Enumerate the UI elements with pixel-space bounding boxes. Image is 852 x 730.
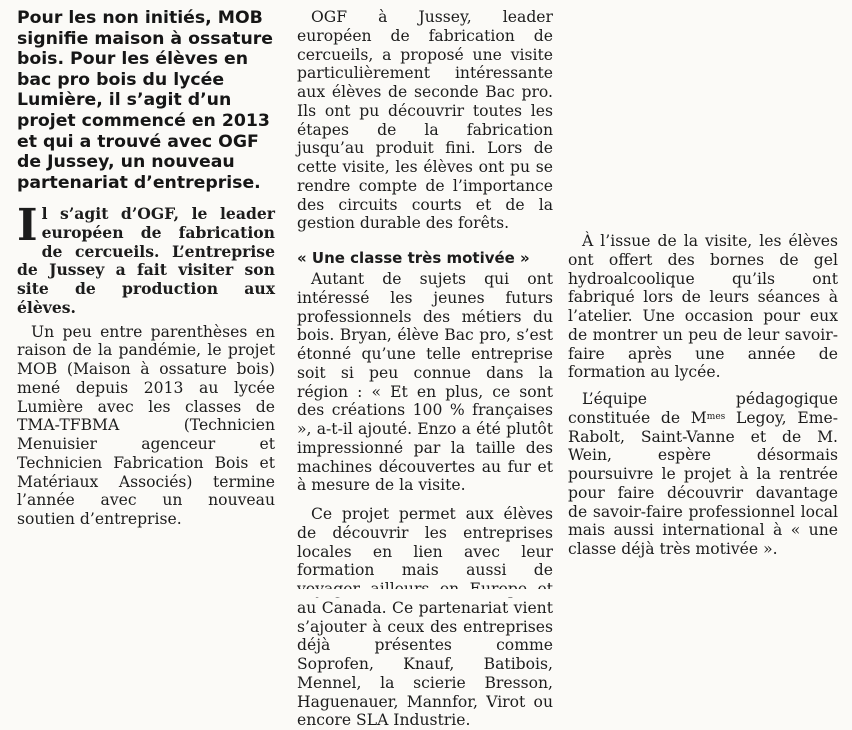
paragraph-6 — [568, 390, 838, 559]
lead-text: l s’agit d’OGF, le leader européen de fabrication de cercueils. L’entreprise de Jussey a fait visiter son site de production aux élèves. — [17, 204, 275, 317]
drop-cap: I — [17, 200, 38, 252]
page-edge — [0, 589, 852, 597]
team-text-start: L’équipe pédagogique constituée de M — [568, 390, 838, 427]
mesdames-sup: mes — [706, 411, 726, 422]
column-2 — [297, 8, 553, 730]
paragraph-3: Autant de sujets qui ont intéressé les jeunes futurs professionnels des métiers du bois. Bryan, élève Bac pro, s’est étonné qu’une telle entreprise soit si peu connue dans la région : « Et en plus, ce sont des créations 100 % françaises », a-t-il ajouté. Enzo a été plutôt impressionné par la taille des machines découvertes au fur et à mesure de la visite. — [297, 270, 553, 495]
subheading: « Une classe très motivée » — [297, 249, 530, 267]
paragraph-1: Un peu entre parenthèses en raison de la pandémie, le projet MOB (Maison à ossature bois) mené depuis 2013 au lycée Lumière avec les classes de TMA-TFBMA (Technicien Menuisier agenceur et Technicien Fabrication Bois et Matériaux Associés) termine l’année avec un nouveau soutien d’entreprise. — [17, 322, 275, 529]
paragraph-4: Ce projet permet aux élèves de découvrir les entreprises locales en lien avec leur formation mais aussi de au Canada. Ce partenariat vient s’ajouter à ceux des entreprises déjà présentes comme Soprofen, Knauf, Batibois, Mennel, la scierie Bresson, Haguenauer, Mannfor, Virot ou encore SLA Industrie. — [297, 505, 553, 730]
article-intro: Pour les non initiés, MOB signifie maison à ossature bois. Pour les élèves en bac pro bois du lycée Lumière, il s’agit d’un projet commencé en 2013 et qui a trouvé avec OGF de Jussey, un nouveau partenariat d’entreprise. — [17, 8, 274, 193]
paragraph-2: OGF à Jussey, leader européen de fabrication de cercueils, a proposé une visite particulièrement intéressante aux élèves de seconde Bac pro. Ils ont pu découvrir toutes les étapes de la fabrication jusqu’au produit fini. Lors de cette visite, les élèves ont pu se rendre compte de l’importance des circuits courts et de la gestion durable des forêts. — [297, 8, 553, 233]
team-text-end: Legoy, Eme-Rabolt, Saint-Vanne et de M. Wein, espère désormais poursuivre le projet à la rentrée pour faire découvrir davantage de savoir-faire professionnel local mais aussi international à « une classe déjà très motivée ». — [568, 408, 838, 558]
article-lead — [17, 200, 275, 317]
column-1 — [17, 8, 275, 529]
column-3-body — [568, 232, 838, 559]
paragraph-5: À l’issue de la visite, les élèves ont offert des bornes de gel hydroalcoolique qu’ils ont fabriqué lors de leurs séances à l’atelier. Une occasion pour eux de montrer un peu de leur savoir-faire après une année de formation au lycée. — [568, 232, 838, 382]
